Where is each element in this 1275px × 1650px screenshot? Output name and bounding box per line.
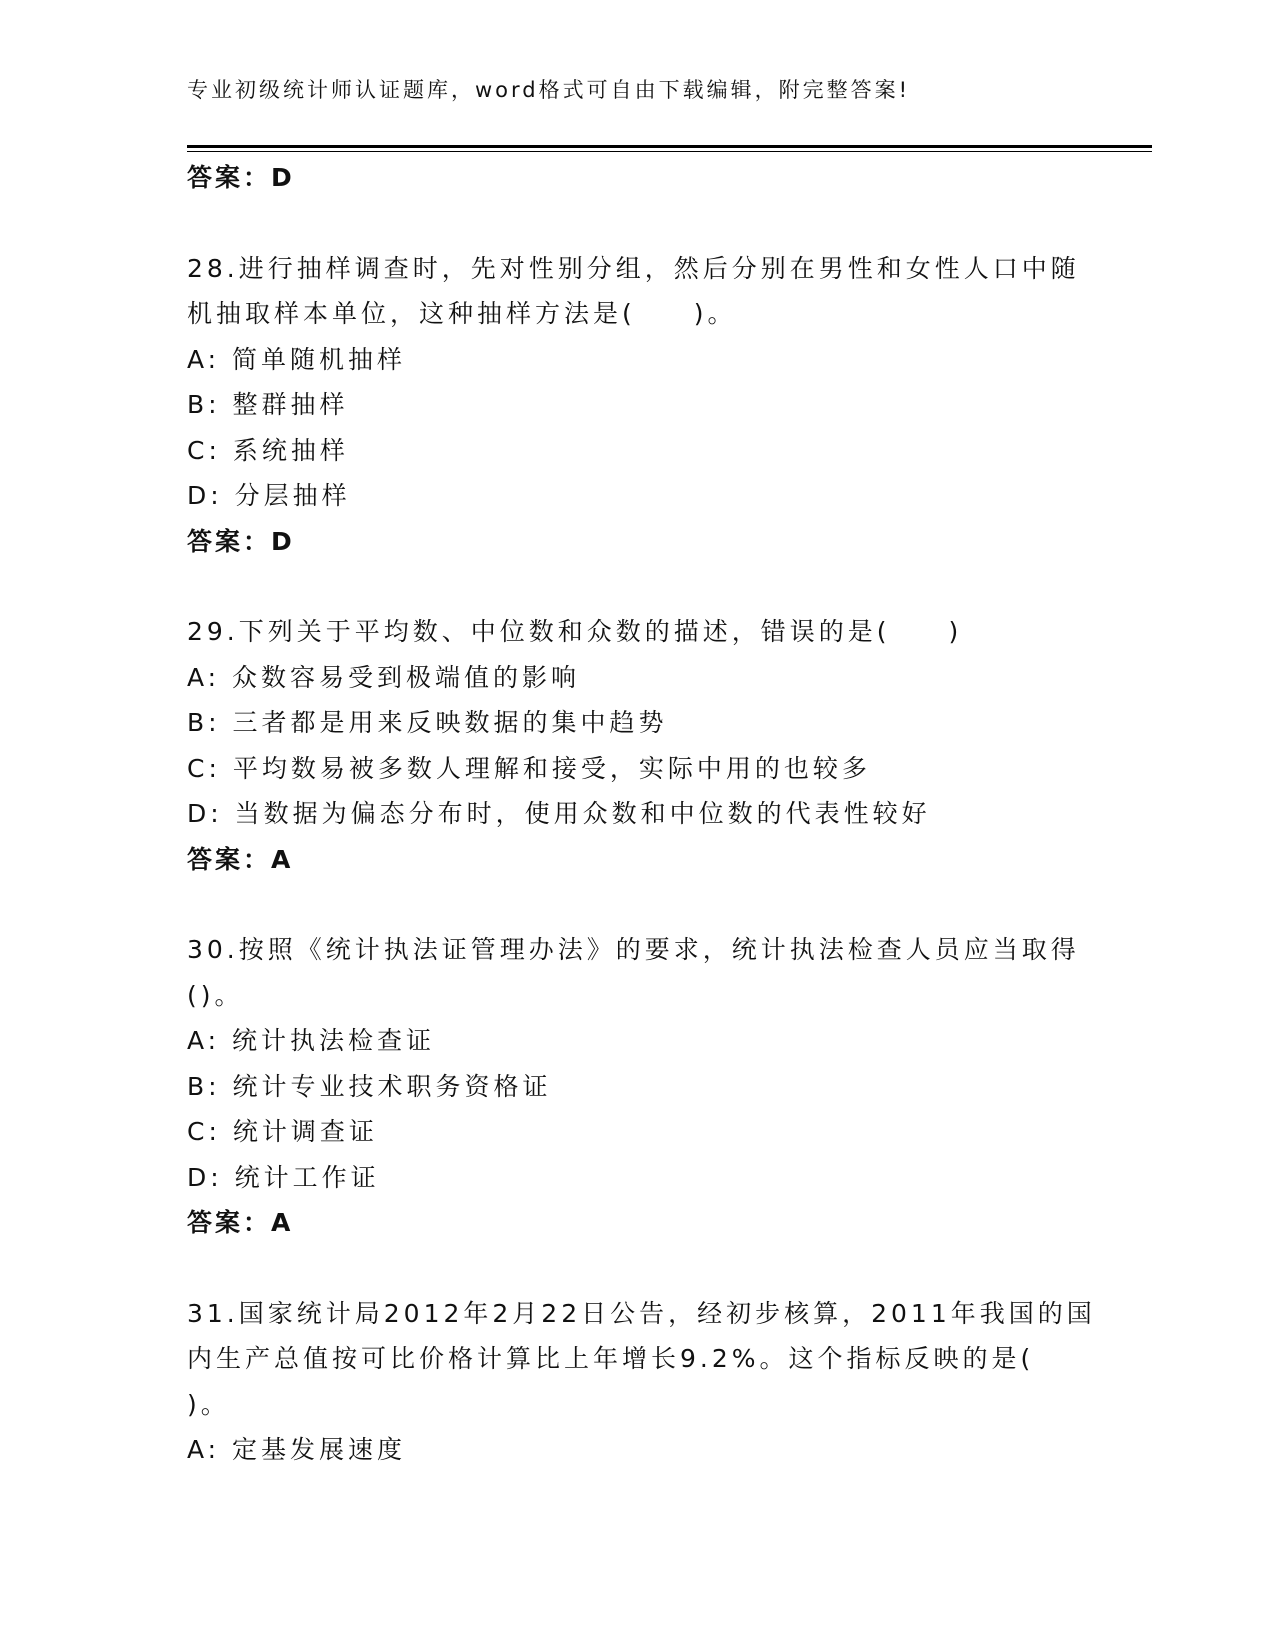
question-text: 31.国家统计局2012年2月22日公告，经初步核算，2011年我国的国 bbox=[187, 1298, 1096, 1328]
question-text: 机抽取样本单位，这种抽样方法是( )。 bbox=[187, 299, 737, 328]
spacer bbox=[187, 564, 1087, 609]
option-a: A: 众数容易受到极端值的影响 bbox=[187, 662, 581, 692]
page-header: 专业初级统计师认证题库，word格式可自由下载编辑，附完整答案! bbox=[187, 78, 911, 102]
answer-line: 答案：D bbox=[187, 526, 295, 556]
question-text: 28.进行抽样调查时，先对性别分组，然后分别在男性和女性人口中随 bbox=[187, 253, 1080, 283]
option-b: B: 整群抽样 bbox=[187, 390, 349, 419]
spacer bbox=[187, 1246, 1087, 1291]
option-d: D: 分层抽样 bbox=[187, 481, 351, 510]
option-d: D: 统计工作证 bbox=[187, 1162, 380, 1192]
document-body bbox=[187, 155, 1096, 1473]
question-29 bbox=[187, 609, 1087, 882]
question-text: 内生产总值按可比价格计算比上年增长9.2%。这个指标反映的是( bbox=[187, 1344, 1035, 1373]
question-28 bbox=[187, 246, 1087, 565]
option-d: D: 当数据为偏态分布时，使用众数和中位数的代表性较好 bbox=[187, 799, 931, 828]
answer-line: 答案：D bbox=[187, 163, 295, 192]
question-30 bbox=[187, 927, 1087, 1246]
answer-line: 答案：A bbox=[187, 1208, 294, 1237]
header-rule-thin bbox=[187, 151, 1152, 152]
question-text: ()。 bbox=[187, 980, 244, 1010]
option-a: A: 简单随机抽样 bbox=[187, 344, 407, 374]
question-text: 29.下列关于平均数、中位数和众数的描述，错误的是( ) bbox=[187, 617, 963, 646]
option-c: C: 平均数易被多数人理解和接受，实际中用的也较多 bbox=[187, 753, 871, 783]
question-31 bbox=[187, 1291, 1096, 1473]
option-b: B: 三者都是用来反映数据的集中趋势 bbox=[187, 708, 668, 737]
spacer bbox=[187, 882, 1087, 927]
option-c: C: 系统抽样 bbox=[187, 435, 349, 465]
question-text: )。 bbox=[187, 1389, 230, 1419]
option-c: C: 统计调查证 bbox=[187, 1117, 378, 1146]
answer-line: 答案：A bbox=[187, 844, 294, 874]
header-rule-thick bbox=[187, 145, 1152, 148]
option-a: A: 定基发展速度 bbox=[187, 1435, 407, 1464]
option-a: A: 统计执法检查证 bbox=[187, 1026, 436, 1055]
option-b: B: 统计专业技术职务资格证 bbox=[187, 1071, 552, 1101]
question-text: 30.按照《统计执法证管理办法》的要求，统计执法检查人员应当取得 bbox=[187, 935, 1080, 964]
spacer bbox=[187, 201, 1087, 246]
